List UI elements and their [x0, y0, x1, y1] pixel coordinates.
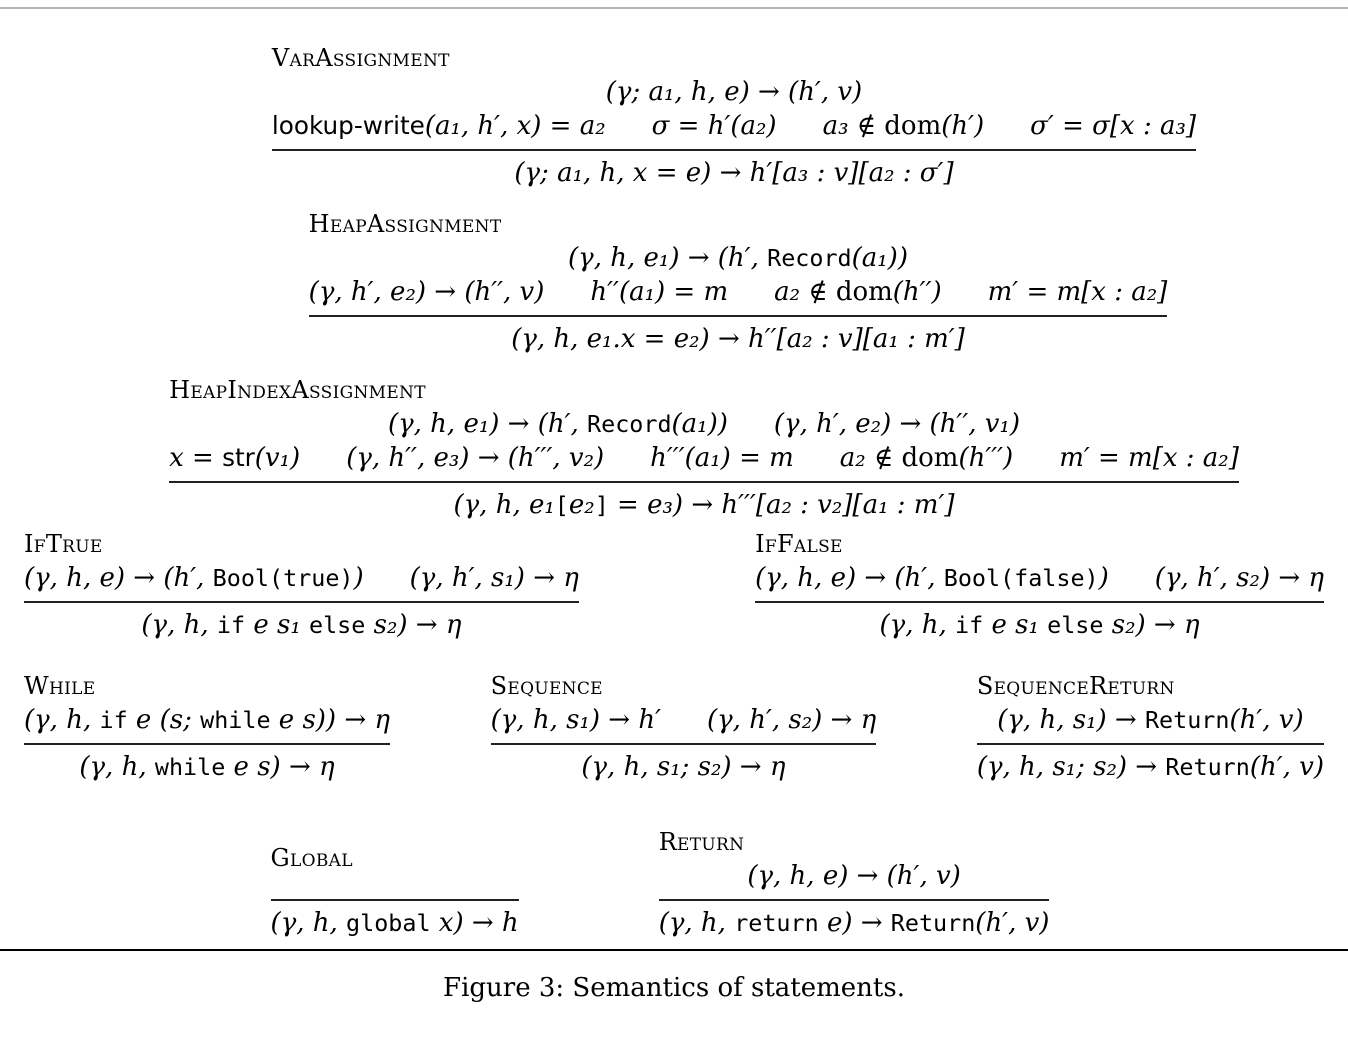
math-segment: (a₁, h′, x) = a₂	[424, 111, 606, 141]
math-segment: (γ, h, e₁) → (h′,	[387, 409, 588, 439]
math-segment: (h′′)	[892, 277, 942, 307]
rule-iftrue	[24, 530, 579, 642]
math-segment: ]	[594, 491, 609, 519]
judgment	[511, 322, 965, 356]
judgment	[755, 561, 1109, 595]
rule-heapindexassignment	[169, 376, 1239, 522]
rule-label: HeapIndexAssignment	[169, 376, 426, 404]
math-segment: (γ, h, s₁; s₂) →	[976, 752, 1166, 782]
judgment	[650, 441, 794, 475]
math-segment: m′ = m[x : a₂]	[987, 277, 1168, 307]
premise-line	[24, 703, 390, 737]
math-segment: e s₁	[983, 610, 1048, 640]
proof-tree	[169, 407, 1239, 522]
rule-label: Sequence	[490, 672, 603, 700]
math-segment: e) →	[818, 908, 891, 938]
math-segment: (γ; a₁, h, e) → (h′, v)	[605, 77, 863, 107]
math-segment: dom	[901, 443, 959, 473]
math-segment: (γ, h, e) → (h′,	[755, 563, 944, 593]
rule-label: SequenceReturn	[976, 672, 1175, 700]
math-segment: (h′, v)	[975, 908, 1050, 938]
conclusion	[659, 899, 1050, 940]
math-segment: (γ; a₁, h, x = e) → h′[a₃ : v][a₂ : σ′]	[514, 158, 954, 188]
premise-line	[309, 275, 1168, 309]
rule-label: VarAssignment	[271, 44, 450, 72]
judgment	[988, 275, 1168, 309]
judgment	[568, 241, 908, 275]
math-segment: Bool(true)	[212, 564, 354, 592]
proof-tree	[977, 703, 1324, 784]
math-segment: str	[222, 443, 255, 472]
math-segment: e s)) → η	[270, 705, 390, 735]
rule-row	[64, 210, 1348, 356]
conclusion	[271, 899, 519, 940]
judgment	[997, 703, 1303, 737]
math-segment: a₂ ∉	[774, 277, 836, 307]
conclusion	[977, 743, 1324, 784]
math-segment: (γ, h, e₁) → (h′,	[568, 243, 768, 273]
judgment	[141, 608, 461, 642]
math-segment: Return	[890, 909, 976, 937]
math-segment: Return	[1165, 753, 1250, 781]
math-segment: (γ, h, e) → (h′, v)	[747, 861, 961, 891]
math-segment: (v₁)	[254, 443, 301, 473]
math-segment: [	[554, 491, 569, 519]
math-segment: h′′(a₁) = m	[590, 277, 729, 307]
math-segment: (γ, h,	[879, 610, 956, 640]
judgment	[24, 703, 390, 737]
judgment	[880, 608, 1200, 642]
judgment	[823, 109, 985, 143]
conclusion	[24, 743, 390, 784]
judgment	[1030, 109, 1196, 143]
rule-label: While	[24, 672, 96, 700]
math-segment: (γ, h,	[141, 610, 217, 640]
conclusion	[169, 481, 1239, 522]
judgment	[581, 750, 785, 784]
premise-line	[169, 441, 1239, 475]
math-segment: (γ, h′, s₂) → η	[1154, 563, 1324, 593]
judgment	[747, 859, 960, 893]
math-segment: a₃ ∉	[822, 111, 885, 141]
math-segment: (γ, h, e₁	[453, 490, 555, 520]
math-segment: (γ, h,	[270, 908, 347, 938]
judgment	[590, 275, 728, 309]
rule-iffalse	[755, 530, 1324, 642]
judgment	[514, 156, 953, 190]
math-segment: (h′′′)	[958, 443, 1014, 473]
math-segment: Return	[1144, 706, 1230, 734]
rule-label: IfFalse	[755, 530, 843, 558]
proof-tree	[491, 703, 877, 784]
conclusion	[24, 601, 579, 642]
conclusion	[491, 743, 877, 784]
judgment	[1155, 561, 1324, 595]
math-segment: e s₁	[245, 610, 310, 640]
math-segment: (h′, v)	[1249, 752, 1324, 782]
math-segment: dom	[835, 277, 893, 307]
judgment	[453, 488, 954, 522]
math-segment: if	[99, 706, 128, 734]
rule-return	[659, 828, 1050, 940]
rule-label: Return	[658, 828, 745, 856]
math-segment: global	[346, 909, 431, 937]
math-segment: (γ, h, s₁) → h′	[490, 705, 661, 735]
top-divider-line	[0, 7, 1348, 9]
math-segment: e s) → η	[225, 752, 335, 782]
math-segment: (γ, h′, s₁) → η	[409, 563, 579, 593]
rule-row	[0, 828, 1334, 940]
math-segment: else	[1047, 611, 1104, 639]
judgment	[977, 750, 1324, 784]
math-segment: x =	[169, 443, 223, 473]
judgment	[774, 275, 942, 309]
proof-tree	[755, 561, 1324, 642]
math-segment: = e₃) → h′′′[a₂ : v₂][a₁ : m′]	[608, 490, 955, 520]
math-segment: (a₁))	[671, 409, 728, 439]
math-segment: e (s;	[127, 705, 201, 735]
proof-tree	[271, 875, 519, 940]
judgment	[840, 441, 1013, 475]
premise-line	[309, 241, 1168, 275]
rule-row	[0, 530, 1348, 642]
proof-tree	[659, 859, 1050, 940]
judgment	[388, 407, 728, 441]
math-segment: (h′)	[941, 111, 985, 141]
math-segment: h′′′(a₁) = m	[650, 443, 794, 473]
math-segment: s₂) → η	[1103, 610, 1200, 640]
proof-tree	[309, 241, 1168, 356]
rule-row	[30, 376, 1348, 522]
math-segment: Record	[587, 410, 672, 438]
math-segment: return	[734, 909, 819, 937]
premise-line	[272, 109, 1196, 143]
math-segment: (γ, h′, e₂) → (h′′, v)	[308, 277, 545, 307]
rule-label: IfTrue	[24, 530, 103, 558]
math-segment: (γ, h, s₁) →	[997, 705, 1145, 735]
math-segment: (h′, v)	[1229, 705, 1304, 735]
math-segment: σ = h′(a₂)	[651, 111, 777, 141]
math-segment: (γ, h′′, e₃) → (h′′′, v₂)	[346, 443, 605, 473]
conclusion	[309, 315, 1168, 356]
math-segment: )	[353, 563, 364, 593]
math-segment: lookup-write	[271, 111, 425, 140]
bottom-divider-line	[0, 949, 1348, 951]
judgment	[652, 109, 777, 143]
conclusion	[272, 149, 1196, 190]
judgment	[169, 441, 300, 475]
judgment	[1059, 441, 1239, 475]
judgment	[410, 561, 579, 595]
math-segment: (a₁))	[851, 243, 908, 273]
math-segment: (γ, h′, s₂) → η	[706, 705, 877, 735]
judgment	[346, 441, 604, 475]
judgment	[309, 275, 545, 309]
judgment	[774, 407, 1020, 441]
proof-tree	[24, 703, 390, 784]
math-segment: (γ, h, e₁.x = e₂) → h′′[a₂ : v][a₁ : m′]	[511, 324, 965, 354]
judgment	[24, 561, 364, 595]
rule-sequencereturn	[977, 672, 1324, 784]
premise-line	[491, 703, 877, 737]
math-segment: (γ, h, s₁; s₂) → η	[581, 752, 786, 782]
math-segment: Record	[767, 244, 852, 272]
math-segment: while	[200, 706, 271, 734]
rule-global	[271, 844, 519, 940]
proof-tree	[272, 75, 1196, 190]
rule-heapassignment	[309, 210, 1168, 356]
rule-sequence	[491, 672, 877, 784]
premise-line	[755, 561, 1324, 595]
conclusion	[755, 601, 1324, 642]
judgment	[707, 703, 876, 737]
premise-line	[272, 75, 1196, 109]
judgment	[659, 906, 1050, 940]
judgment	[79, 750, 334, 784]
premise-line	[169, 407, 1239, 441]
math-segment: (γ, h,	[658, 908, 735, 938]
rule-varassignment	[272, 44, 1196, 190]
rule-row	[60, 44, 1348, 190]
rule-while	[24, 672, 390, 784]
premise-line	[659, 859, 1050, 893]
math-segment: Bool(false)	[943, 564, 1099, 592]
math-segment: m′ = m[x : a₂]	[1059, 443, 1239, 473]
math-segment: )	[1098, 563, 1109, 593]
rules-container	[0, 44, 1348, 940]
math-segment: s₂) → η	[365, 610, 462, 640]
judgment	[272, 109, 606, 143]
judgment	[606, 75, 862, 109]
math-segment: if	[955, 611, 984, 639]
premise-line	[977, 703, 1324, 737]
math-segment: a₂ ∉	[839, 443, 902, 473]
math-segment: dom	[884, 111, 942, 141]
math-segment: (γ, h,	[79, 752, 155, 782]
math-segment: else	[309, 611, 366, 639]
rule-label: HeapAssignment	[308, 210, 502, 238]
rule-row	[0, 672, 1348, 784]
rule-label: Global	[270, 844, 353, 872]
math-segment: while	[154, 753, 226, 781]
premise-line	[24, 561, 579, 595]
proof-tree	[24, 561, 579, 642]
math-segment: x) → h	[430, 908, 519, 938]
judgment	[271, 906, 519, 940]
math-segment: σ′ = σ[x : a₃]	[1030, 111, 1197, 141]
math-segment: e₂	[568, 490, 595, 520]
figure-caption: Figure 3: Semantics of statements.	[443, 973, 905, 1003]
math-segment: if	[216, 611, 246, 639]
judgment	[491, 703, 661, 737]
math-segment: (γ, h,	[24, 705, 100, 735]
math-segment: (γ, h, e) → (h′,	[24, 563, 213, 593]
math-segment: (γ, h′, e₂) → (h′′, v₁)	[773, 409, 1021, 439]
